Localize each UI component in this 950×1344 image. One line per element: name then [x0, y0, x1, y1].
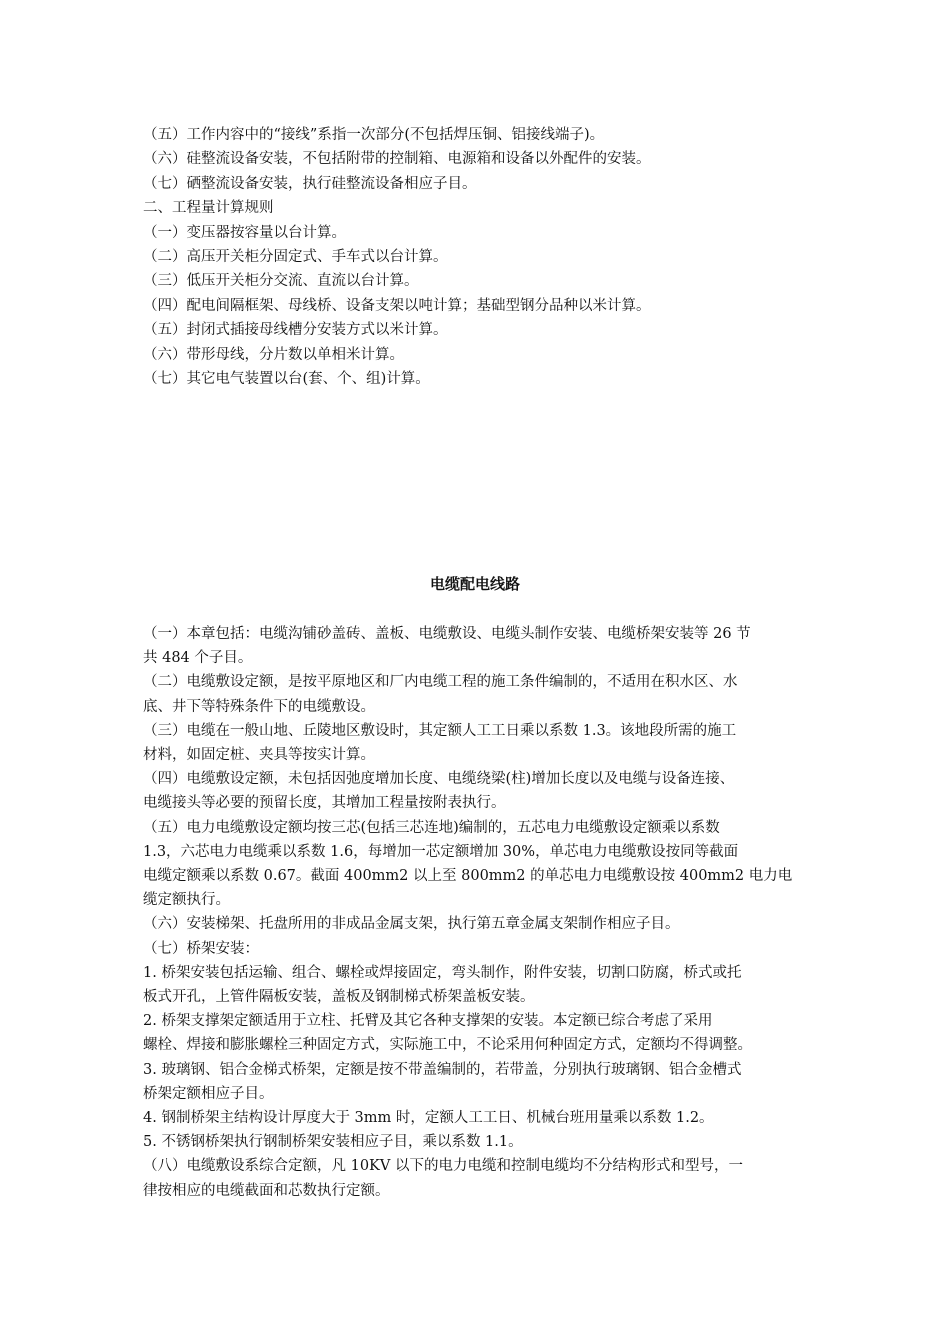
text-line: 4. 钢制桥架主结构设计厚度大于 3mm 时，定额人工工日、机械台班用量乘以系数 1.2。: [143, 1110, 714, 1127]
text-line: 共 484 个子目。: [143, 650, 253, 667]
text-line: （六）带形母线，分片数以单相米计算。: [143, 346, 404, 363]
text-line: 2. 桥架支撑架定额适用于立柱、托臂及其它各种支撑架的安装。本定额已综合考虑了采用: [143, 1013, 713, 1030]
text-line: （一）变压器按容量以台计算。: [143, 224, 346, 241]
text-line: 1.3，六芯电力电缆乘以系数 1.6，每增加一芯定额增加 30%，单芯电力电缆敷设按同等截面: [143, 843, 739, 860]
text-line: 律按相应的电缆截面和芯数执行定额。: [143, 1182, 390, 1199]
text-line: （五）工作内容中的“接线”系指一次部分(不包括焊压铜、铝接线端子)。: [143, 127, 605, 143]
text-line: （八）电缆敷设系综合定额，凡 10KV 以下的电力电缆和控制电缆均不分结构形式和型号，一: [143, 1158, 743, 1175]
text-line: 电缆定额乘以系数 0.67。截面 400mm2 以上至 800mm2 的单芯电力电缆敷设按 400mm2 电力电: [143, 868, 793, 885]
chapter-title: 电缆配电线路: [429, 575, 520, 593]
text-line: （三）电缆在一般山地、丘陵地区敷设时，其定额人工工日乘以系数 1.3。该地段所需的施工: [143, 722, 737, 739]
rules-section: [143, 123, 823, 391]
text-line: 1. 桥架安装包括运输、组合、螺栓或焊接固定，弯头制作，附件安装，切割口防腐，桥式或托: [143, 964, 742, 981]
text-line: 材料，如固定桩、夹具等按实计算。: [143, 747, 375, 764]
text-line: 螺栓、焊接和膨胀螺栓三种固定方式，实际施工中，不论采用何种固定方式，定额均不得调整。: [143, 1037, 752, 1054]
text-line: （二）高压开关柜分固定式、手车式以台计算。: [143, 249, 448, 266]
text-line: 电缆接头等必要的预留长度，其增加工程量按附表执行。: [143, 795, 506, 812]
text-line: （六）硅整流设备安装，不包括附带的控制箱、电源箱和设备以外配件的安装。: [143, 151, 651, 168]
text-line: 5. 不锈钢桥架执行钢制桥架安装相应子目，乘以系数 1.1。: [143, 1134, 523, 1151]
text-line: 缆定额执行。: [143, 892, 230, 909]
text-line: 底、井下等特殊条件下的电缆敷设。: [143, 698, 375, 715]
cable-section: [143, 622, 813, 1203]
text-line: 板式开孔，上管件隔板安装，盖板及钢制梯式桥架盖板安装。: [143, 989, 535, 1006]
text-line: （五）封闭式插接母线槽分安装方式以米计算。: [143, 322, 448, 339]
text-line: （五）电力电缆敷设定额均按三芯(包括三芯连地)编制的，五芯电力电缆敷设定额乘以系数: [143, 819, 720, 836]
text-line: （三）低压开关柜分交流、直流以台计算。: [143, 273, 419, 290]
text-line: （四）电缆敷设定额，未包括因弛度增加长度、电缆绕梁(柱)增加长度以及电缆与设备连接、: [143, 771, 735, 788]
section-heading: 二、工程量计算规则: [143, 200, 274, 217]
text-line: 桥架定额相应子目。: [143, 1085, 274, 1102]
text-line: 3. 玻璃钢、铝合金梯式桥架，定额是按不带盖编制的，若带盖，分别执行玻璃钢、铝合金槽式: [143, 1061, 742, 1078]
text-line: （四）配电间隔框架、母线桥、设备支架以吨计算；基础型钢分品种以米计算。: [143, 297, 651, 314]
text-line: （七）桥架安装：: [143, 940, 259, 957]
text-line: （六）安装梯架、托盘所用的非成品金属支架，执行第五章金属支架制作相应子目。: [143, 916, 680, 933]
text-line: （二）电缆敷设定额，是按平原地区和厂内电缆工程的施工条件编制的，不适用在积水区、水: [143, 674, 738, 691]
text-line: （七）硒整流设备安装，执行硅整流设备相应子目。: [143, 175, 477, 192]
text-line: （一）本章包括：电缆沟铺砂盖砖、盖板、电缆敷设、电缆头制作安装、电缆桥架安装等 26 节: [143, 626, 751, 642]
text-line: （七）其它电气装置以台(套、个、组)计算。: [143, 371, 430, 388]
